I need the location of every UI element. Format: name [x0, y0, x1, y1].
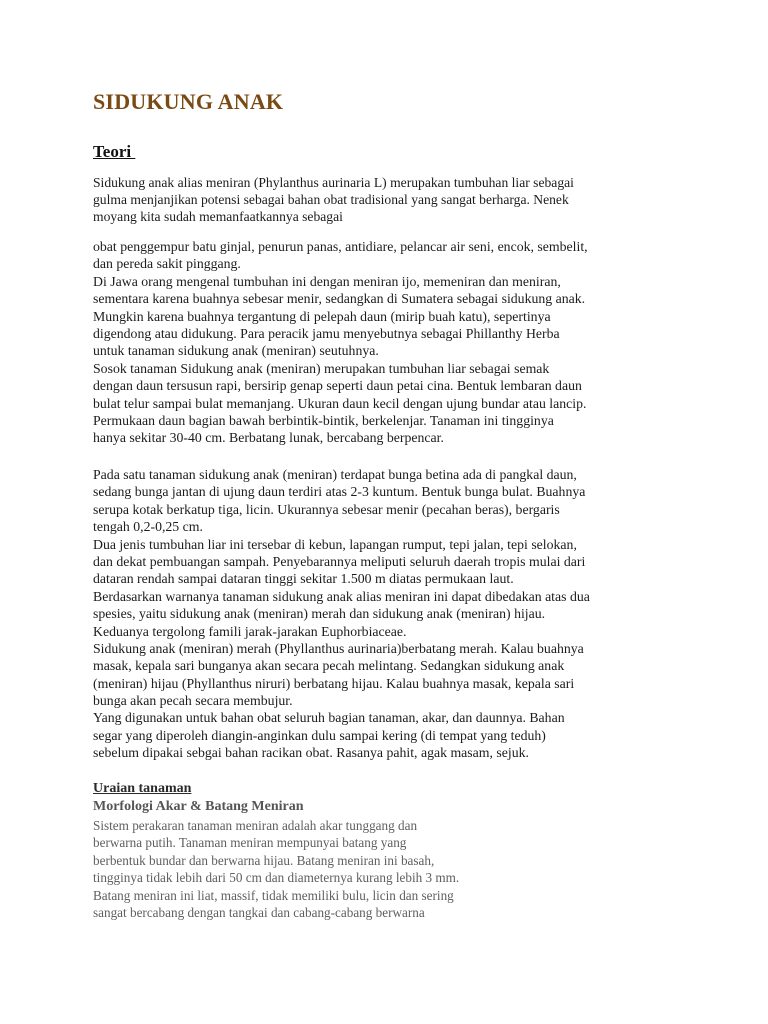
text-line: Mungkin karena buahnya tergantung di pelepah daun (mirip buah katu), sepertinya	[93, 308, 551, 324]
text-line: Keduanya tergolong famili jarak-jarakan Euphorbiaceae.	[93, 623, 407, 639]
text-line: berbentuk bundar dan berwarna hijau. Batang meniran ini basah,	[93, 852, 435, 868]
text-line: spesies, yaitu sidukung anak (meniran) merah dan sidukung anak (meniran) hijau.	[93, 606, 546, 622]
text-line: (meniran) hijau (Phyllanthus niruri) berbatang hijau. Kalau buahnya masak, kepala sari	[93, 675, 575, 691]
text-line: bulat telur sampai bulat memanjang. Ukuran daun kecil dengan ujung bundar atau lancip.	[93, 395, 587, 411]
text-line: sedang bunga jantan di ujung daun terdiri atas 2-3 kuntum. Bentuk bunga bulat. Buahnya	[93, 484, 586, 500]
text-line: Pada satu tanaman sidukung anak (meniran) terdapat bunga betina ada di pangkal daun,	[93, 467, 577, 482]
text-line: Sidukung anak alias meniran (Phylanthus aurinaria L) merupakan tumbuhan liar sebagai	[93, 175, 574, 190]
text-line: serupa kotak berkatup tiga, licin. Ukurannya sebesar menir (pecahan beras), bergaris	[93, 501, 560, 517]
text-line: tingginya tidak lebih dari 50 cm dan diameternya kurang lebih 3 mm.	[93, 870, 460, 886]
text-line: moyang kita sudah memanfaatkannya sebagai	[93, 209, 343, 224]
text-line: Berdasarkan warnanya tanaman sidukung anak alias meniran ini dapat dibedakan atas dua	[93, 588, 590, 604]
text-line: Yang digunakan untuk bahan obat seluruh bagian tanaman, akar, dan daunnya. Bahan	[93, 710, 565, 726]
text-line: hanya sekitar 30-40 cm. Berbatang lunak, bercabang berpencar.	[93, 430, 444, 446]
intro-paragraph	[93, 174, 574, 225]
text-line: Sistem perakaran tanaman meniran adalah akar tunggang dan	[93, 818, 418, 833]
document-title: SIDUKUNG ANAK	[93, 89, 284, 114]
text-line: Batang meniran ini liat, massif, tidak memiliki bulu, licin dan sering	[93, 887, 454, 903]
text-line: obat penggempur batu ginjal, penurun panas, antidiare, pelancar air seni, encok, sembelit,	[93, 239, 588, 254]
text-line: untuk tanaman sidukung anak (meniran) seutuhnya.	[93, 343, 379, 359]
text-line: Sosok tanaman Sidukung anak (meniran) merupakan tumbuhan liar sebagai semak	[93, 360, 550, 376]
text-line: bunga akan pecah secara membujur.	[93, 693, 293, 709]
text-line: dan dekat pembuangan sampah. Penyebarannya meliputi seluruh daerah tropis mulai dari	[93, 553, 586, 569]
text-line: tengah 0,2-0,25 cm.	[93, 519, 203, 535]
text-line: Sidukung anak (meniran) merah (Phyllanthus aurinaria)berbatang merah. Kalau buahnya	[93, 640, 584, 656]
text-line: segar yang diperoleh diangin-anginkan dulu sampai kering (di tempat yang teduh)	[93, 727, 546, 743]
text-line: dan pereda sakit pinggang.	[93, 256, 241, 272]
text-line: Permukaan daun bagian bawah berbintik-bintik, berkelenjar. Tanaman ini tingginya	[93, 412, 554, 428]
body-paragraph-block-2	[93, 466, 590, 762]
subheading-morfologi: Morfologi Akar & Batang Meniran	[93, 799, 304, 814]
text-line: gulma menjanjikan potensi sebagai bahan obat tradisional yang sangat berharga. Nenek	[93, 192, 569, 207]
text-line: digendong atau didukung. Para peracik jamu menyebutnya sebagai Phillanthy Herba	[93, 325, 560, 341]
text-line: Di Jawa orang mengenal tumbuhan ini dengan meniran ijo, memeniran dan meniran,	[93, 273, 561, 289]
text-line: dengan daun tersusun rapi, bersirip genap seperti daun petai cina. Bentuk lembaran daun	[93, 378, 582, 394]
text-line: masak, kepala sari bunganya akan secara pecah melintang. Sedangkan sidukung anak	[93, 658, 565, 674]
body-paragraph-block-1	[93, 238, 588, 447]
subheading-uraian-tanaman: Uraian tanaman	[93, 781, 192, 796]
text-line: berwarna putih. Tanaman meniran mempunyai batang yang	[93, 835, 407, 851]
text-line: sangat bercabang dengan tangkai dan cabang-cabang berwarna	[93, 904, 425, 920]
text-line: sementara karena buahnya sebesar menir, sedangkan di Sumatera sebagai sidukung anak.	[93, 291, 586, 307]
text-line: Dua jenis tumbuhan liar ini tersebar di kebun, lapangan rumput, tepi jalan, tepi selokan,	[93, 536, 577, 552]
text-line: dataran rendah sampai dataran tinggi sekitar 1.500 m diatas permukaan laut.	[93, 571, 514, 587]
text-line: sebelum dipakai sebgai bahan racikan obat. Rasanya pahit, agak masam, sejuk.	[93, 745, 529, 761]
section-heading-teori: Teori	[93, 142, 136, 161]
body-paragraph-block-3	[93, 817, 459, 921]
